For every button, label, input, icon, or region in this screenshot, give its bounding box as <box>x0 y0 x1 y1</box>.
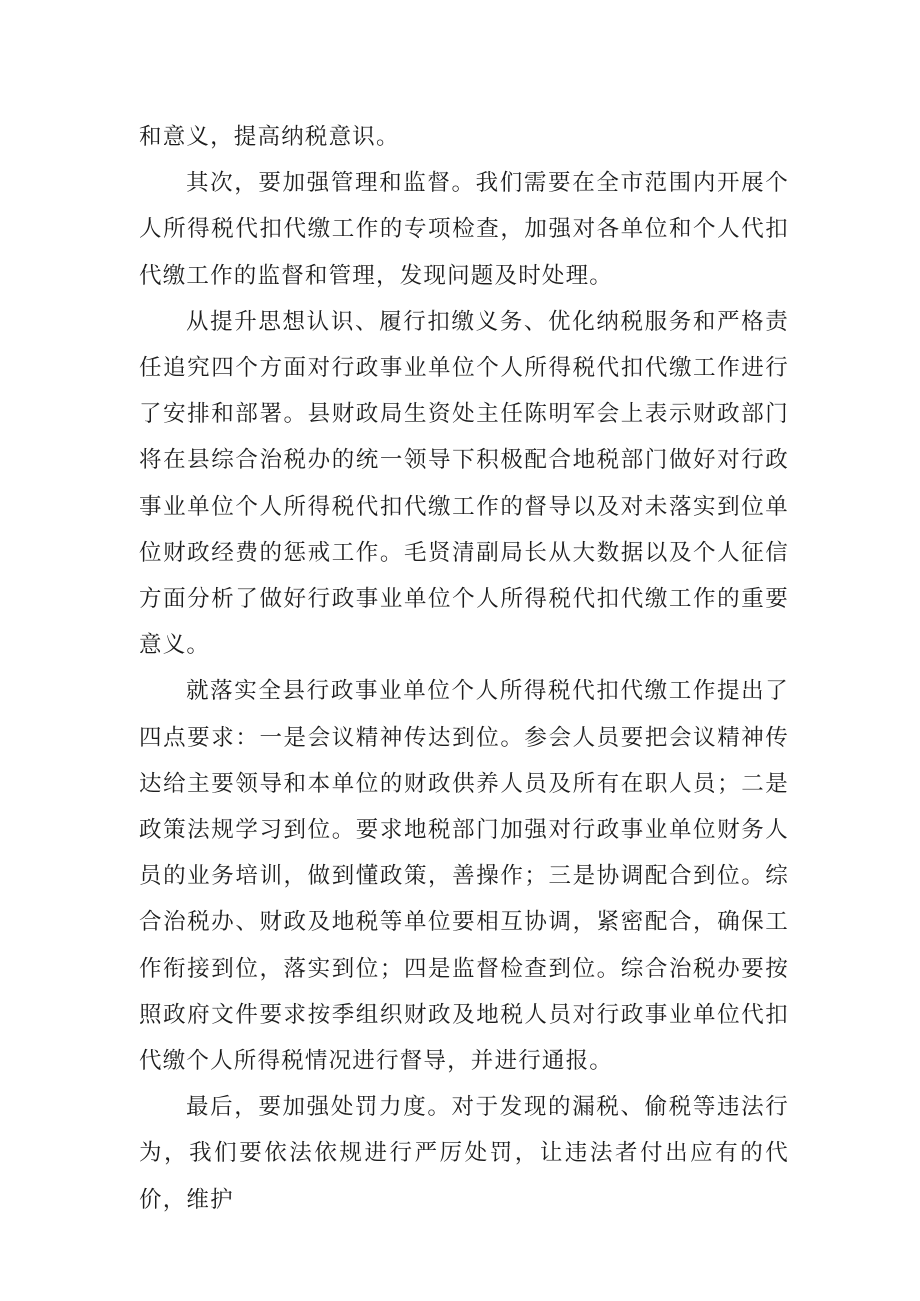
paragraph-requirements: 就落实全县行政事业单位个人所得税代扣代缴工作提出了四点要求：一是会议精神传达到位。参会人员要把会议精神传达给主要领导和本单位的财政供养人员及所有在职人员；二是政策法规学习到位。要求地税部门加强对行政事业单位财务人员的业务培训，做到懂政策，善操作；三是协调配合到位。综合治税办、财政及地税等单位要相互协调，紧密配合，确保工作衔接到位，落实到位；四是监督检查到位。综合治税办要按照政府文件要求按季组织财政及地税人员对行政事业单位代扣代缴个人所得税情况进行督导，并进行通报。 <box>139 678 789 1075</box>
document-body <box>139 114 789 1223</box>
paragraph-supervision: 其次，要加强管理和监督。我们需要在全市范围内开展个人所得税代扣代缴工作的专项检查，加强对各单位和个人代扣代缴工作的监督和管理，发现问题及时处理。 <box>139 170 789 289</box>
paragraph-arrangement: 从提升思想认识、履行扣缴义务、优化纳税服务和严格责任追究四个方面对行政事业单位个人所得税代扣代缴工作进行了安排和部署。县财政局生资处主任陈明军会上表示财政部门将在县综合治税办的统一领导下积极配合地税部门做好对行政事业单位个人所得税代扣代缴工作的督导以及对未落实到位单位财政经费的惩戒工作。毛贤清副局长从大数据以及个人征信方面分析了做好行政事业单位个人所得税代扣代缴工作的重要意义。 <box>139 308 789 659</box>
paragraph-penalties: 最后，要加强处罚力度。对于发现的漏税、偷税等违法行为，我们要依法依规进行严厉处罚，让违法者付出应有的代价，维护 <box>139 1094 789 1213</box>
paragraph-continuation: 和意义，提高纳税意识。 <box>139 124 400 150</box>
